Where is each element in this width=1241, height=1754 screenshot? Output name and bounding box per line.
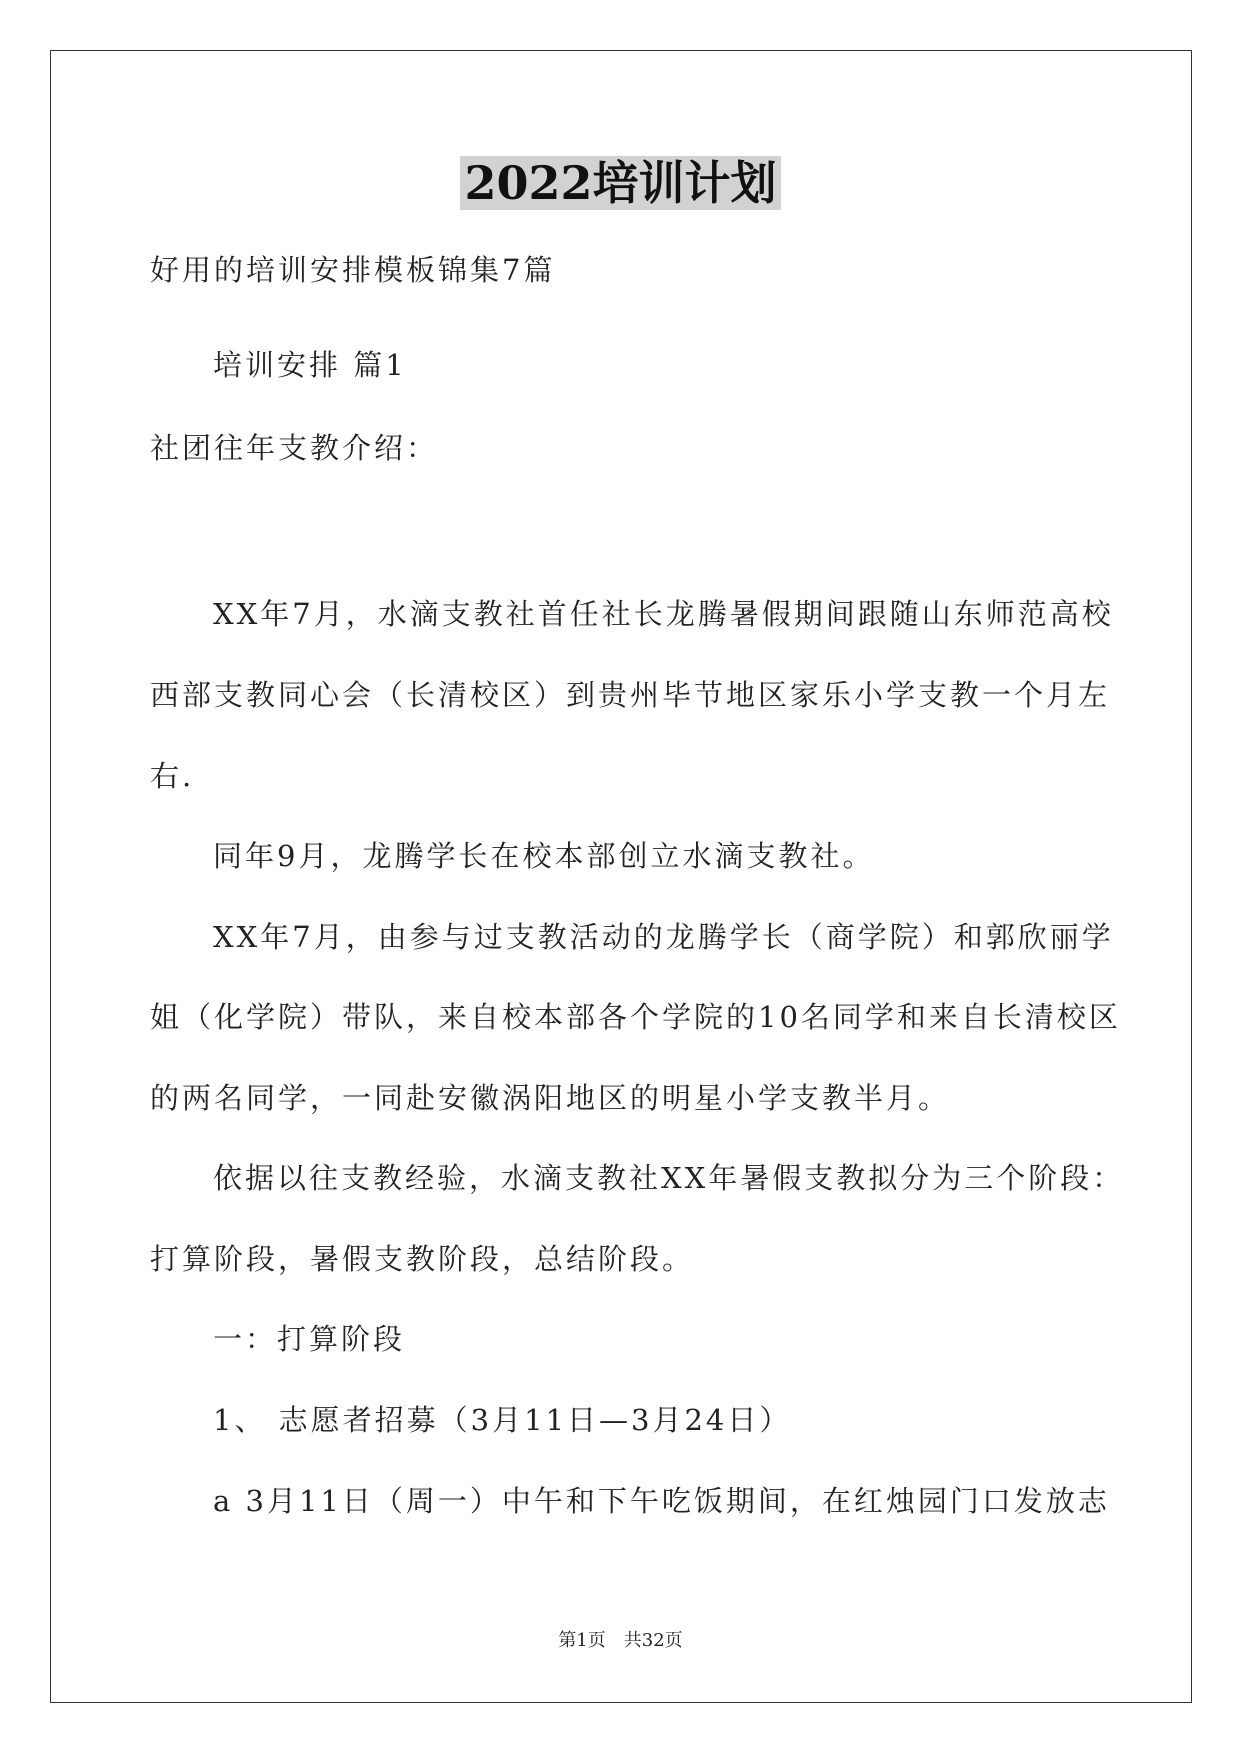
paragraph-line: 同年9月，龙腾学长在校本部创立水滴支教社。 <box>213 839 875 873</box>
paragraph-line: 姐（化学院）带队，来自校本部各个学院的10名同学和来自长清校区 <box>150 1000 1121 1034</box>
paragraph-line: XX年7月，由参与过支教活动的龙腾学长（商学院）和郭欣丽学 <box>213 920 1114 954</box>
subtitle-line: 好用的培训安排模板锦集7篇 <box>150 253 556 287</box>
paragraph-line: a 3月11日（周一）中午和下午吃饭期间，在红烛园门口发放志 <box>213 1484 1110 1518</box>
section-heading: 培训安排 篇1 <box>213 348 407 382</box>
paragraph-line: 的两名同学，一同赴安徽涡阳地区的明星小学支教半月。 <box>150 1081 951 1115</box>
document-title <box>0 152 1241 214</box>
page-footer: 第1页 共32页 <box>558 1630 683 1651</box>
paragraph-line: 1、 志愿者招募（3月11日—3月24日） <box>213 1403 792 1437</box>
paragraph-line: 依据以往支教经验，水滴支教社XX年暑假支教拟分为三个阶段： <box>213 1161 1125 1195</box>
paragraph-line: 右. <box>150 759 195 793</box>
paragraph-line: 打算阶段，暑假支教阶段，总结阶段。 <box>150 1242 695 1276</box>
paragraph-line: 西部支教同心会（长清校区）到贵州毕节地区家乐小学支教一个月左 <box>150 678 1111 712</box>
document-title-text: 2022培训计划 <box>460 156 780 210</box>
paragraph-line: 社团往年支教介绍： <box>150 431 439 465</box>
paragraph-line: 一：打算阶段 <box>213 1322 406 1356</box>
page-border <box>50 50 1192 1703</box>
paragraph-line: XX年7月，水滴支教社首任社长龙腾暑假期间跟随山东师范高校 <box>213 597 1114 631</box>
